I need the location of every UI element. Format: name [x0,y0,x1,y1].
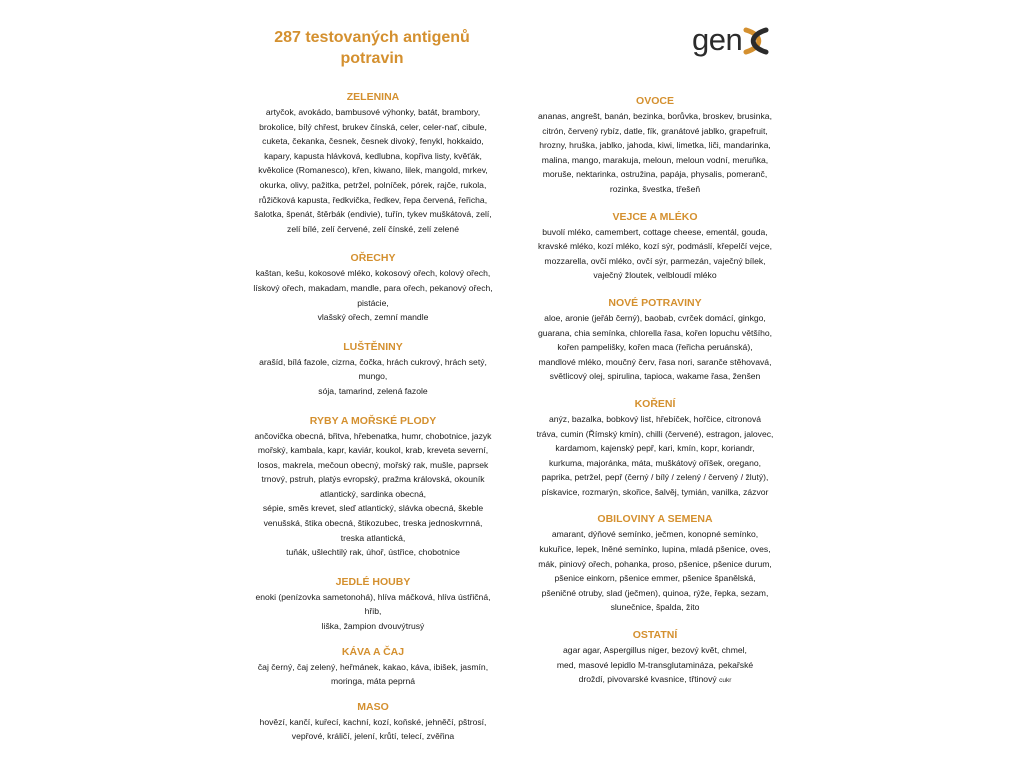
item-line-text: pistácie, [357,297,389,308]
item-line [514,109,796,124]
item-line [232,590,514,605]
item-line-text: zelí bílé, zelí červené, zelí čínské, zelí zelené [287,223,459,234]
item-line-text: cuketa, čekanka, česnek, česnek divoký, fenykl, hokkaido, [262,136,484,147]
item-line [514,557,796,572]
section-nove-potraviny [514,297,796,384]
item-line [232,296,514,311]
item-line-text: citrón, červený rybíz, datle, fík, granátové jablko, grapefruit, [542,125,768,136]
item-line [514,586,796,601]
item-line-text: lískový ořech, makadam, mandle, para ořech, pekanový ořech, [253,282,493,293]
section-heading: ZELENINA [346,91,400,103]
section-zelenina [232,91,514,236]
item-line-text: anýz, bazalka, bobkový list, hřebíček, hořčice, citronová [548,413,762,424]
item-line [514,672,796,689]
item-line [232,149,514,164]
section-orechy [232,252,514,324]
section-items [232,660,514,689]
item-line [232,674,514,689]
item-line-text: vepřové, králičí, jelení, krůtí, telecí, zvěřina [291,731,455,742]
page-title [232,27,512,69]
item-line-text: droždí, pivovarské kvasnice, třtinový [578,674,717,685]
item-line-text: treska atlantická, [340,532,406,543]
item-line-text: buvolí mléko, camembert, cottage cheese, ementál, gouda, [542,226,768,237]
section-heading: VEJCE A MLÉKO [612,210,698,223]
item-line [514,153,796,168]
page-title-line-2: potravin [340,50,404,67]
section-maso [232,701,514,744]
item-line [232,207,514,222]
item-line-text: hrozny, hruška, jablko, jahoda, kiwi, limetka, liči, mandarinka, [539,140,771,151]
page-title-line-1: 287 testovaných antigenů [274,29,470,46]
item-line [514,355,796,370]
left-column [232,91,514,744]
section-heading: LUŠTĚNINY [343,340,403,353]
section-items [514,225,796,283]
section-items [232,715,514,744]
section-heading: JEDLÉ HOUBY [335,575,411,588]
item-line [232,355,514,370]
item-line [232,384,514,399]
section-items [232,590,514,634]
item-line-text: kravské mléko, kozí mléko, kozí sýr, podmáslí, křepelčí vejce, [537,241,773,252]
item-line-text: mungo, [358,371,388,382]
section-items [514,527,796,615]
gen-logo-helix-icon [743,27,769,55]
section-ryby-a-morske-plody [232,415,514,560]
item-line [514,542,796,557]
section-items [232,355,514,399]
item-line-text: pšeničné otruby, slad (ječmen), quinoa, rýže, řepka, sezam, [541,587,769,598]
item-line-text: ančovička obecná, břitva, hřebenatka, humr, chobotnice, jazyk [254,430,492,441]
section-items [232,429,514,560]
item-line [232,715,514,730]
item-line [514,326,796,341]
item-line [514,427,796,442]
item-line [514,225,796,240]
item-line [514,167,796,182]
section-heading: KÁVA A ČAJ [341,645,405,658]
item-line-text: šalotka, špenát, štěrbák (endivie), tuřín, tykev muškátová, zelí, [254,209,492,220]
item-line-text: tuňák, ušlechtilý rak, úhoř, ústřice, chobotnice [286,547,460,558]
item-line [514,441,796,456]
item-line-text: aloe, aronie (jeřáb černý), baobab, cvrček domácí, ginkgo, [544,312,766,323]
item-line-text: brokolice, bílý chřest, brukev čínská, celer, celer-nať, cibule, [259,121,487,132]
section-heading: OSTATNÍ [632,629,678,642]
item-line-text: světlicový olej, spirulina, tapioca, wakame řasa, ženšen [549,371,761,382]
item-line-text: amarant, dýňové semínko, ječmen, konopné semínko, [551,529,759,540]
item-line-text: trnový, pstruh, platýs evropský, pražma královská, okouník [261,474,485,485]
item-line [514,600,796,615]
item-line [232,501,514,516]
item-line-text: kardamom, kajenský pepř, kari, kmín, kopr, koriandr, [555,443,755,454]
item-line [514,254,796,269]
item-line [232,516,514,531]
section-lusteniny [232,341,514,399]
item-line [232,531,514,546]
item-line [514,369,796,384]
item-line-text: losos, makrela, mečoun obecný, mořský rak, mušle, paprsek [257,459,489,470]
item-line-text: čaj černý, čaj zelený, heřmánek, kakao, káva, ibišek, jasmín, [257,661,489,672]
item-line-text: tráva, cumin (Římský kmín), chilli (červené), estragon, jalovec, [536,428,774,439]
item-line [232,134,514,149]
section-heading: NOVÉ POTRAVINY [608,296,702,309]
item-line-text: mandlové mléko, moučný červ, řasa nori, saranče stěhovavá, [538,356,772,367]
item-line [514,470,796,485]
item-line [232,604,514,619]
item-line [514,571,796,586]
item-line-text: kapary, kapusta hlávková, kedlubna, kopřiva listy, kvěťák, [264,150,482,161]
item-line [232,266,514,281]
item-line-text: agar agar, Aspergillus niger, bezový květ, chmel, [563,645,747,656]
item-line-text: kořen pampelišky, kořen maca (řeřicha peruánská), [557,342,753,353]
section-ostatni [514,629,796,689]
item-line-text: kurkuma, majoránka, máta, muškátový oříšek, oregano, [548,457,762,468]
right-column [514,95,796,689]
item-line [514,268,796,283]
item-line-text: pšenice einkorn, pšenice emmer, pšenice španělská, [554,573,756,584]
item-line [514,239,796,254]
item-line-suffix: cukr [719,677,732,685]
item-line-text: moruše, nektarinka, ostružina, papája, physalis, pomeranč, [542,169,768,180]
item-line-text: enoki (penízovka sametonohá), hlíva máčková, hlíva ústřičná, [255,591,491,602]
item-line-text: vlašský ořech, zemní mandle [317,312,429,323]
item-line-text: kvěkolice (Romanesco), křen, kiwano, lilek, mangold, mrkev, [258,165,488,176]
item-line [232,472,514,487]
item-line-text: guarana, chia semínka, chlorella řasa, kořen lopuchu většího, [537,327,773,338]
item-line-text: venušská, štika obecná, štikozubec, treska jednoskvrnná, [263,518,483,529]
item-line-text: paprika, petržel, pepř (černý / bílý / zelený / červený / žlutý), [541,472,769,483]
item-line-text: pískavice, rozmarýn, skořice, šalvěj, tymián, vanilka, zázvor [541,486,769,497]
item-line-text: atlantický, sardinka obecná, [319,488,427,499]
item-line [514,138,796,153]
logo-text: gen [692,22,743,57]
item-line [232,369,514,384]
item-line-text: artyčok, avokádo, bambusové výhonky, batát, brambory, [265,107,481,117]
item-line [514,456,796,471]
section-items [514,643,796,689]
item-line-text: mák, piniový ořech, pohanka, proso, pšenice, pšenice durum, [538,558,772,569]
section-items [232,105,514,236]
item-line-text: med, masové lepidlo M-transglutamináza, pekařské [556,659,754,670]
item-line [514,412,796,427]
item-line [232,487,514,502]
item-line-text: vaječný žloutek, velbloudí mléko [593,270,717,281]
item-line [514,527,796,542]
item-line [232,729,514,744]
item-line [232,193,514,208]
item-line [232,660,514,675]
item-line [514,311,796,326]
section-heading: KOŘENÍ [634,397,676,410]
item-line [514,124,796,139]
section-items [514,311,796,384]
section-jedle-houby [232,576,514,634]
item-line [232,429,514,444]
item-line-text: slunečnice, špalda, žito [610,602,700,613]
item-line [232,120,514,135]
item-line [232,619,514,634]
item-line [232,310,514,325]
section-items [232,266,514,324]
section-heading: OŘECHY [350,252,396,265]
item-line-text: růžičková kapusta, ředkvička, ředkev, řepa červená, řeřicha, [258,194,488,205]
section-heading: RYBY A MOŘSKÉ PLODY [309,414,437,427]
item-line-text: mozzarella, ovčí mléko, ovčí sýr, parmezán, vaječný bílek, [544,255,766,266]
item-line-text: rozinka, švestka, třešeň [609,183,701,194]
item-line-text: sépie, směs krevet, sleď atlantický, slávka obecná, škeble [262,503,484,514]
section-items [514,109,796,197]
item-line [232,105,514,120]
item-line [232,545,514,560]
item-line [232,222,514,237]
item-line-text: mořský, kambala, kapr, kaviár, koukol, krab, kreveta severní, [257,445,489,456]
item-line [514,658,796,673]
gen-logo [692,24,787,56]
item-line [232,443,514,458]
section-obiloviny-a-semena [514,513,796,615]
item-line [514,643,796,658]
item-line [232,281,514,296]
item-line [514,485,796,500]
item-line-text: kukuřice, lepek, lněné semínko, lupina, mladá pšenice, oves, [539,544,771,555]
section-vejce-a-mleko [514,211,796,283]
section-kava-a-caj [232,646,514,689]
section-heading: OBILOVINY A SEMENA [597,513,713,526]
item-line [232,163,514,178]
item-line [514,340,796,355]
item-line [514,182,796,197]
section-heading: OVOCE [636,95,674,107]
item-line [232,178,514,193]
item-line [232,458,514,473]
section-ovoce [514,95,796,197]
item-line-text: ananas, angrešt, banán, bezinka, borůvka, broskev, brusinka, [538,111,772,121]
item-line-text: arašíd, bílá fazole, cizrna, čočka, hrách cukrový, hrách setý, [259,356,487,367]
item-line-text: kaštan, kešu, kokosové mléko, kokosový ořech, kolový ořech, [255,268,491,279]
item-line-text: malina, mango, marakuja, meloun, meloun vodní, meruňka, [541,154,769,165]
section-items [514,412,796,500]
item-line-text: sója, tamarind, zelená fazole [318,385,428,396]
item-line-text: hřib, [364,606,382,617]
item-line-text: moringa, máta peprná [330,676,416,687]
section-heading: MASO [357,700,389,713]
item-line-text: liška, žampion dvouvýtrusý [321,621,425,632]
item-line-text: hovězí, kančí, kuřecí, kachní, kozí, koňské, jehněčí, pštrosí, [259,716,487,727]
item-line-text: okurka, olivy, pažitka, petržel, polníček, pórek, rajče, rukola, [259,179,487,190]
section-koreni [514,398,796,500]
